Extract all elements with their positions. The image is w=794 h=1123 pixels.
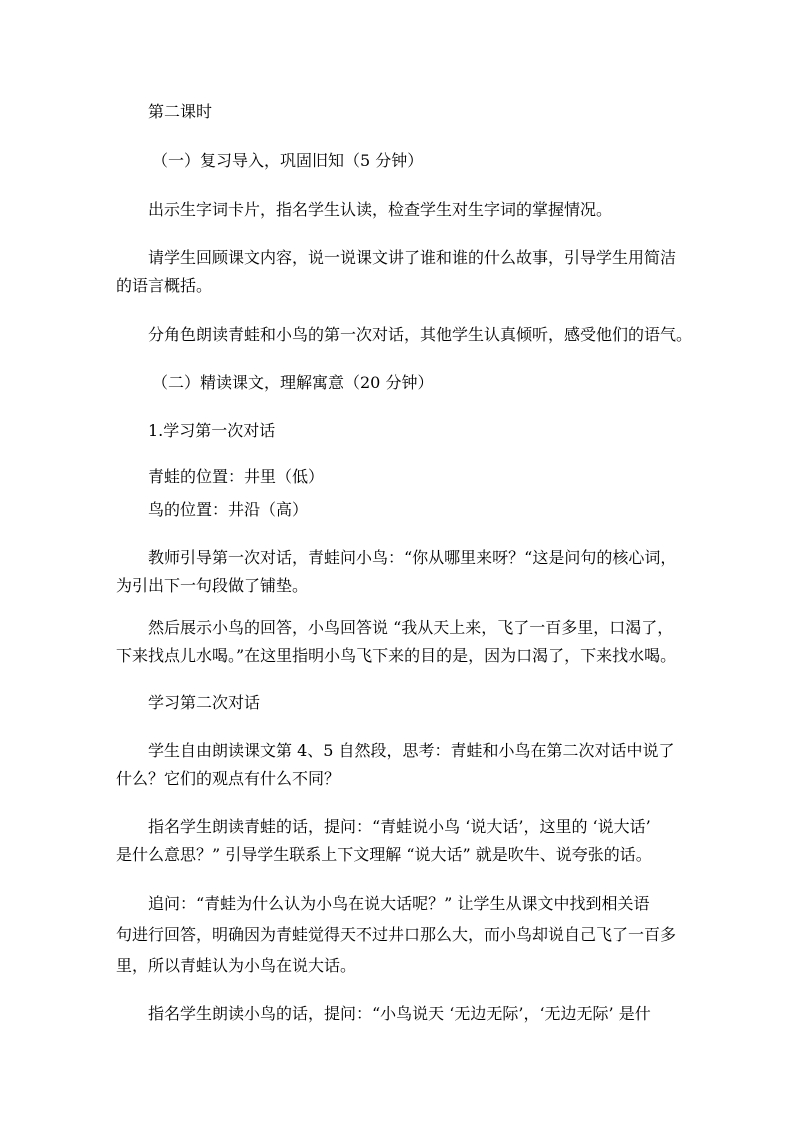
paragraph-line: 下来找点儿水喝。”在这里指明小鸟飞下来的目的是，因为口渴了，下来找水喝。 <box>116 646 677 665</box>
paragraph-line: 指名学生朗读青蛙的话，提问：“青蛙说小鸟 ‘说大话’，这里的 ‘说大话’ <box>148 817 651 836</box>
paragraph-line: （二）精读课文，理解寓意（20 分钟） <box>152 373 434 392</box>
paragraph-line: 追问：“青蛙为什么认为小鸟在说大话呢？” 让学生从课文中找到相关语 <box>148 894 650 913</box>
paragraph-line: 是什么意思？” 引导学生联系上下文理解 “说大话” 就是吹牛、说夸张的话。 <box>116 845 652 864</box>
paragraph-line: 出示生字词卡片，指名学生认读，检查学生对生字词的掌握情况。 <box>148 200 613 219</box>
paragraph-line: 里，所以青蛙认为小鸟在说大话。 <box>116 956 357 975</box>
paragraph-line: 第二课时 <box>148 102 213 121</box>
paragraph-line: 1.学习第一次对话 <box>148 421 276 440</box>
paragraph-line: 的语言概括。 <box>116 276 213 295</box>
paragraph-line: 请学生回顾课文内容，说一说课文讲了谁和谁的什么故事，引导学生用简洁 <box>148 248 677 267</box>
paragraph-line: 学习第二次对话 <box>148 693 261 712</box>
paragraph-line: （一）复习导入，巩固旧知（5 分钟） <box>152 151 424 170</box>
paragraph-line: 青蛙的位置：井里（低） <box>148 467 325 486</box>
paragraph-line: 分角色朗读青蛙和小鸟的第一次对话，其他学生认真倾听，感受他们的语气。 <box>148 325 693 344</box>
paragraph-line: 句进行回答，明确因为青蛙觉得天不过井口那么大，而小鸟却说自己飞了一百多 <box>116 925 677 944</box>
paragraph-line: 为引出下一句段做了铺垫。 <box>116 576 309 595</box>
paragraph-line: 鸟的位置：井沿（高） <box>148 500 309 519</box>
paragraph-line: 什么？它们的观点有什么不同？ <box>116 769 341 788</box>
paragraph-line: 教师引导第一次对话，青蛙问小鸟：“你从哪里来呀？“这是问句的核心词， <box>148 548 677 567</box>
paragraph-line: 然后展示小鸟的回答，小鸟回答说 “我从天上来，飞了一百多里，口渴了， <box>148 618 674 637</box>
paragraph-line: 学生自由朗读课文第 4、5 自然段，思考：青蛙和小鸟在第二次对话中说了 <box>148 741 675 760</box>
paragraph-line: 指名学生朗读小鸟的话，提问：“小鸟说天 ‘无边无际’，‘无边无际’ 是什 <box>148 1004 651 1023</box>
